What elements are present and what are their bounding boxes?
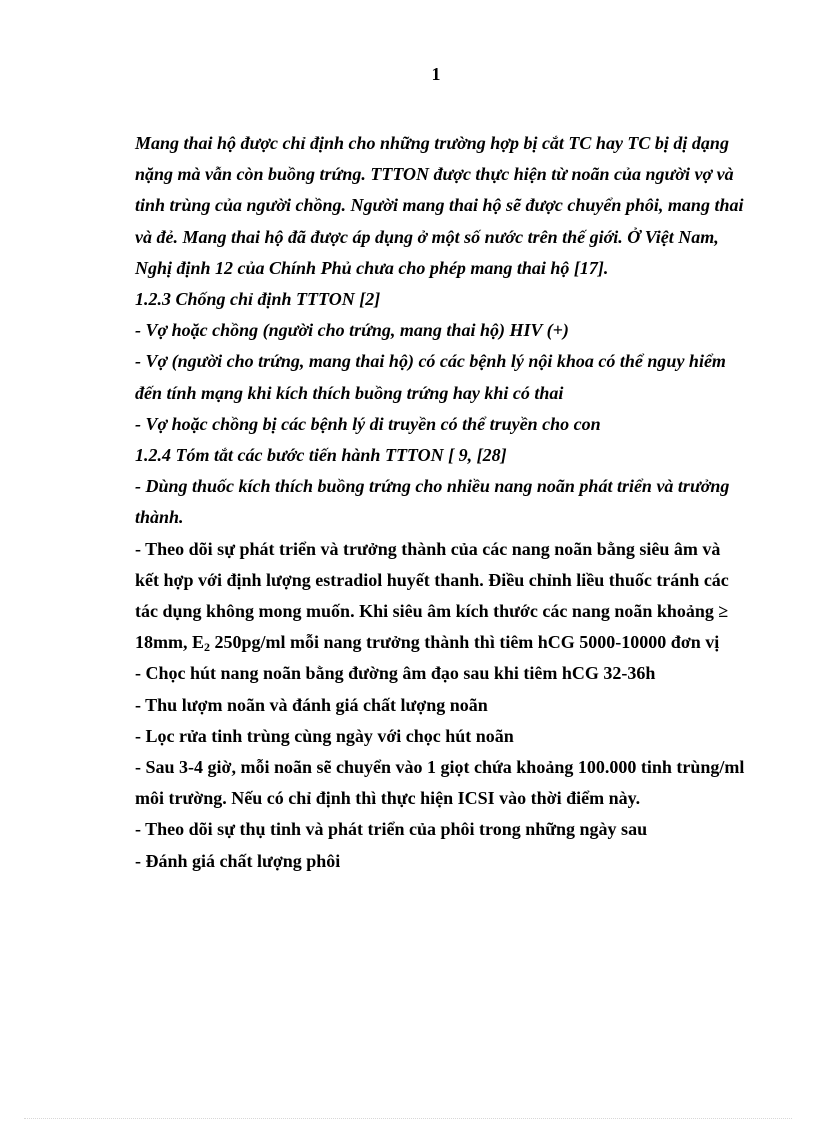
procedure-step: - Thu lượm noãn và đánh giá chất lượng noãn [135, 694, 488, 715]
contraindication-item: - Vợ (người cho trứng, mang thai hộ) có các bệnh lý nội khoa có thể nguy hiểm đến tính mạng khi kích thích buồng trứng hay khi có thai [135, 351, 726, 403]
document-body [135, 128, 745, 877]
subscript: 2 [204, 640, 210, 655]
procedure-step: - Chọc hút nang noãn bằng đường âm đạo sau khi tiêm hCG 32-36h [135, 663, 656, 684]
step-text: - Theo dõi sự phát triển và trưởng thành của các nang noãn bằng siêu âm và kết hợp với định lượng estradiol huyết thanh. Điều chỉnh liều thuốc tránh các tác dụng không mong muốn. Khi siêu âm kích thước các nang noãn khoảng ≥ 18mm, E [135, 538, 729, 653]
procedure-step: - Theo dõi sự thụ tinh và phát triển của phôi trong những ngày sau [135, 819, 648, 840]
contraindication-item: - Vợ hoặc chồng bị các bệnh lý di truyền có thể truyền cho con [135, 413, 601, 434]
contraindication-item: - Vợ hoặc chồng (người cho trứng, mang thai hộ) HIV (+) [135, 320, 569, 341]
procedure-step: - Đánh giá chất lượng phôi [135, 850, 341, 871]
heading-procedure-steps: 1.2.4 Tóm tắt các bước tiến hành TTTON [ 9, [28] [135, 445, 507, 466]
procedure-step: - Sau 3-4 giờ, mỗi noãn sẽ chuyển vào 1 giọt chứa khoảng 100.000 tinh trùng/ml môi trường. Nếu có chỉ định thì thực hiện ICSI vào thời điểm này. [135, 757, 745, 809]
heading-contraindications: 1.2.3 Chống chỉ định TTTON [2] [135, 289, 381, 310]
page-bottom-divider [24, 1118, 792, 1119]
procedure-step: - Dùng thuốc kích thích buồng trứng cho nhiều nang noãn phát triển và trưởng thành. [135, 476, 730, 528]
procedure-step [135, 534, 745, 659]
step-text: 250pg/ml mỗi nang trưởng thành thì tiêm hCG 5000-10000 đơn vị [210, 632, 720, 653]
paragraph-surrogacy: Mang thai hộ được chỉ định cho những trường hợp bị cắt TC hay TC bị dị dạng nặng mà vẫn còn buồng trứng. TTTON được thực hiện từ noãn của người vợ và tinh trùng của người chồng. Người mang thai hộ sẽ được chuyển phôi, mang thai và đẻ. Mang thai hộ đã được áp dụng ở một số nước trên thế giới. Ở Việt Nam, Nghị định 12 của Chính Phủ chưa cho phép mang thai hộ [17]. [135, 133, 744, 278]
page-number: 1 [431, 64, 441, 84]
procedure-step: - Lọc rửa tinh trùng cùng ngày với chọc hút noãn [135, 725, 514, 746]
